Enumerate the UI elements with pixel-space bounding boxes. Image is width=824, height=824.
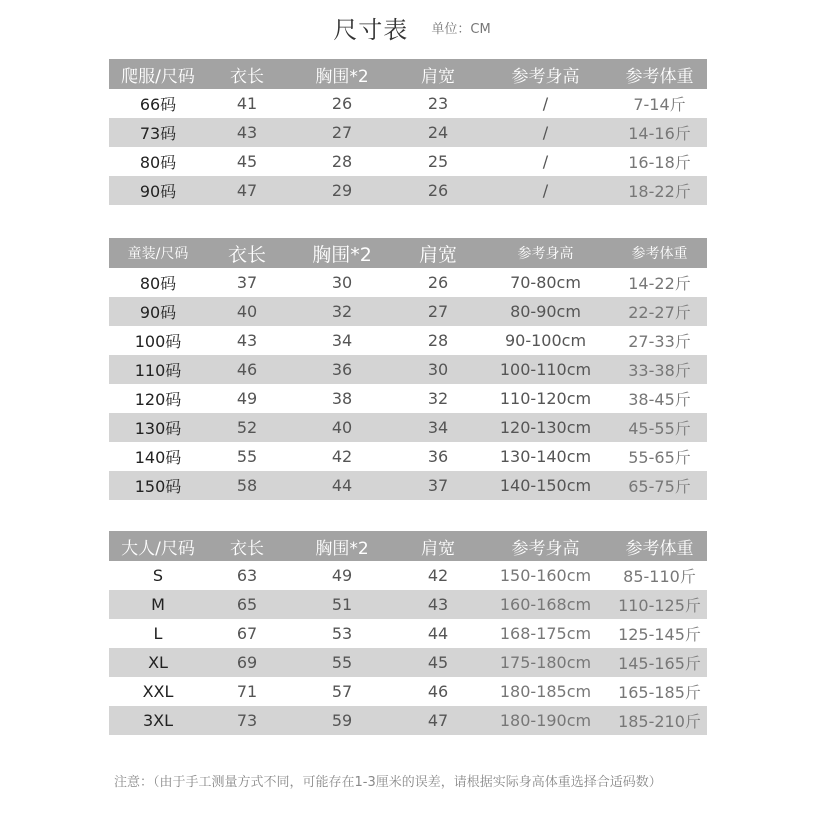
table-row xyxy=(109,384,707,413)
column-header: 衣长 xyxy=(207,238,287,268)
table-cell: 26 xyxy=(397,176,479,205)
table-cell: 33-38斤 xyxy=(612,355,707,384)
table-cell: 51 xyxy=(287,590,397,619)
table-cell: 28 xyxy=(331,152,353,171)
table-cell: 120-130cm xyxy=(479,413,612,442)
column-header: 肩宽 xyxy=(397,59,479,89)
table-cell: 32 xyxy=(287,297,397,326)
table-cell: 110-120cm xyxy=(499,389,592,408)
table-cell: 150-160cm xyxy=(499,566,592,585)
size-label-cell: L xyxy=(153,624,163,643)
size-label-cell: 110码 xyxy=(109,355,207,384)
table-cell: 37 xyxy=(397,471,479,500)
table-cell: 26 xyxy=(331,94,353,113)
table-cell: 125-145斤 xyxy=(618,625,701,644)
table-cell: 41 xyxy=(236,94,258,113)
column-header: 参考体重 xyxy=(612,59,707,89)
size-label-cell: M xyxy=(109,590,207,619)
table-cell: 165-185斤 xyxy=(618,683,701,702)
measurement-note: 注意：（由于手工测量方式不同，可能存在1-3厘米的误差，请根据实际身高体重选择合适码数） xyxy=(114,775,662,790)
table-cell: / xyxy=(479,176,612,205)
column-header: 大人/尺码 xyxy=(109,531,207,561)
column-header: 胸围*2 xyxy=(287,531,397,561)
table-cell: 27-33斤 xyxy=(628,332,691,351)
table-cell: 45 xyxy=(236,152,258,171)
column-header: 参考身高 xyxy=(479,59,612,89)
size-label-cell: 90码 xyxy=(109,297,207,326)
table-row xyxy=(109,677,707,706)
table-cell: 110-125斤 xyxy=(612,590,707,619)
size-label-cell: 120码 xyxy=(134,390,182,409)
kids-size-table xyxy=(109,238,707,500)
size-label-cell: 140码 xyxy=(134,448,182,467)
table-cell: 16-18斤 xyxy=(628,153,691,172)
table-cell: 65-75斤 xyxy=(612,471,707,500)
table-row xyxy=(109,176,707,205)
table-cell: 37 xyxy=(236,273,258,292)
table-cell: 38 xyxy=(331,389,353,408)
table-cell: 85-110斤 xyxy=(623,567,696,586)
table-cell: 27 xyxy=(287,118,397,147)
table-cell: 185-210斤 xyxy=(612,706,707,735)
table-cell: / xyxy=(542,94,549,113)
table-cell: 34 xyxy=(397,413,479,442)
table-cell: 55 xyxy=(287,648,397,677)
table-cell: 55-65斤 xyxy=(628,448,691,467)
table-cell: 130-140cm xyxy=(499,447,592,466)
column-header: 肩宽 xyxy=(397,531,479,561)
table-cell: 145-165斤 xyxy=(612,648,707,677)
size-label-cell: S xyxy=(152,566,164,585)
size-label-cell: 3XL xyxy=(109,706,207,735)
table-cell: 42 xyxy=(427,566,449,585)
table-cell: 36 xyxy=(287,355,397,384)
table-cell: 14-22斤 xyxy=(628,274,691,293)
table-cell: 23 xyxy=(427,94,449,113)
table-row xyxy=(109,648,707,677)
table-cell: 40 xyxy=(207,297,287,326)
table-cell: 43 xyxy=(207,118,287,147)
table-cell: 27 xyxy=(397,297,479,326)
column-header: 胸围*2 xyxy=(287,238,397,268)
table-cell: 57 xyxy=(331,682,353,701)
column-header: 参考身高 xyxy=(479,531,612,561)
size-label-cell: 80码 xyxy=(139,153,177,172)
table-cell: 65 xyxy=(207,590,287,619)
size-label-cell: XXL xyxy=(142,682,174,701)
page-header xyxy=(0,10,824,45)
table-cell: 59 xyxy=(287,706,397,735)
table-cell: 47 xyxy=(397,706,479,735)
table-cell: 36 xyxy=(427,447,449,466)
table-cell: 160-168cm xyxy=(479,590,612,619)
table-row xyxy=(109,147,707,176)
size-label-cell: 73码 xyxy=(109,118,207,147)
table-header-row xyxy=(109,59,707,89)
table-cell: 49 xyxy=(331,566,353,585)
table-cell: 63 xyxy=(236,566,258,585)
table-cell: 140-150cm xyxy=(479,471,612,500)
table-cell: 30 xyxy=(331,273,353,292)
column-header: 参考体重 xyxy=(612,238,707,268)
table-cell: 29 xyxy=(287,176,397,205)
table-row xyxy=(109,268,707,297)
table-cell: 14-16斤 xyxy=(612,118,707,147)
table-cell: 100-110cm xyxy=(479,355,612,384)
table-cell: 180-190cm xyxy=(479,706,612,735)
table-cell: 168-175cm xyxy=(499,624,592,643)
table-cell: 69 xyxy=(207,648,287,677)
table-cell: 53 xyxy=(331,624,353,643)
table-cell: 49 xyxy=(236,389,258,408)
adult-size-table xyxy=(109,531,707,735)
table-cell: 58 xyxy=(207,471,287,500)
crawler-size-table xyxy=(109,59,707,205)
table-cell: 45-55斤 xyxy=(612,413,707,442)
table-cell: 52 xyxy=(207,413,287,442)
size-label-cell: 66码 xyxy=(139,95,177,114)
table-row xyxy=(109,118,707,147)
table-cell: 32 xyxy=(427,389,449,408)
column-header: 衣长 xyxy=(207,531,287,561)
column-header: 肩宽 xyxy=(397,238,479,268)
table-cell: 26 xyxy=(427,273,449,292)
table-cell: 38-45斤 xyxy=(628,390,691,409)
table-cell: / xyxy=(542,152,549,171)
table-row xyxy=(109,590,707,619)
table-cell: 30 xyxy=(397,355,479,384)
table-row xyxy=(109,355,707,384)
column-header: 衣长 xyxy=(207,59,287,89)
table-cell: 40 xyxy=(287,413,397,442)
table-cell: 22-27斤 xyxy=(612,297,707,326)
table-cell: 55 xyxy=(236,447,258,466)
table-cell: 25 xyxy=(427,152,449,171)
size-label-cell: 150码 xyxy=(109,471,207,500)
table-row xyxy=(109,326,707,355)
table-cell: 70-80cm xyxy=(510,273,581,292)
column-header: 爬服/尺码 xyxy=(109,59,207,89)
table-cell: 34 xyxy=(331,331,353,350)
table-row xyxy=(109,471,707,500)
table-cell: 71 xyxy=(236,682,258,701)
size-label-cell: 130码 xyxy=(109,413,207,442)
column-header: 参考体重 xyxy=(612,531,707,561)
table-cell: 73 xyxy=(207,706,287,735)
table-row xyxy=(109,442,707,471)
table-row xyxy=(109,619,707,648)
table-cell: 80-90cm xyxy=(479,297,612,326)
table-cell: 45 xyxy=(397,648,479,677)
size-label-cell: 80码 xyxy=(139,274,177,293)
page-title: 尺寸表 xyxy=(333,16,409,44)
table-cell: 46 xyxy=(207,355,287,384)
size-label-cell: XL xyxy=(109,648,207,677)
table-cell: 18-22斤 xyxy=(612,176,707,205)
size-label-cell: 100码 xyxy=(134,332,182,351)
table-cell: 90-100cm xyxy=(504,331,587,350)
table-row xyxy=(109,413,707,442)
size-label-cell: 90码 xyxy=(109,176,207,205)
table-cell: 43 xyxy=(236,331,258,350)
table-cell: 44 xyxy=(287,471,397,500)
column-header: 童装/尺码 xyxy=(109,238,207,268)
column-header: 参考身高 xyxy=(479,238,612,268)
table-cell: 7-14斤 xyxy=(633,95,686,114)
table-cell: 42 xyxy=(331,447,353,466)
table-row xyxy=(109,297,707,326)
table-row xyxy=(109,561,707,590)
table-cell: 24 xyxy=(397,118,479,147)
table-cell: 46 xyxy=(427,682,449,701)
table-cell: 180-185cm xyxy=(499,682,592,701)
table-cell: 47 xyxy=(207,176,287,205)
table-cell: 44 xyxy=(427,624,449,643)
table-cell: 28 xyxy=(427,331,449,350)
table-row xyxy=(109,706,707,735)
table-header-row xyxy=(109,531,707,561)
table-row xyxy=(109,89,707,118)
column-header: 胸围*2 xyxy=(287,59,397,89)
table-cell: / xyxy=(479,118,612,147)
table-cell: 67 xyxy=(236,624,258,643)
table-cell: 43 xyxy=(397,590,479,619)
table-header-row xyxy=(109,238,707,268)
unit-label: 单位：CM xyxy=(431,22,491,37)
table-cell: 175-180cm xyxy=(479,648,612,677)
